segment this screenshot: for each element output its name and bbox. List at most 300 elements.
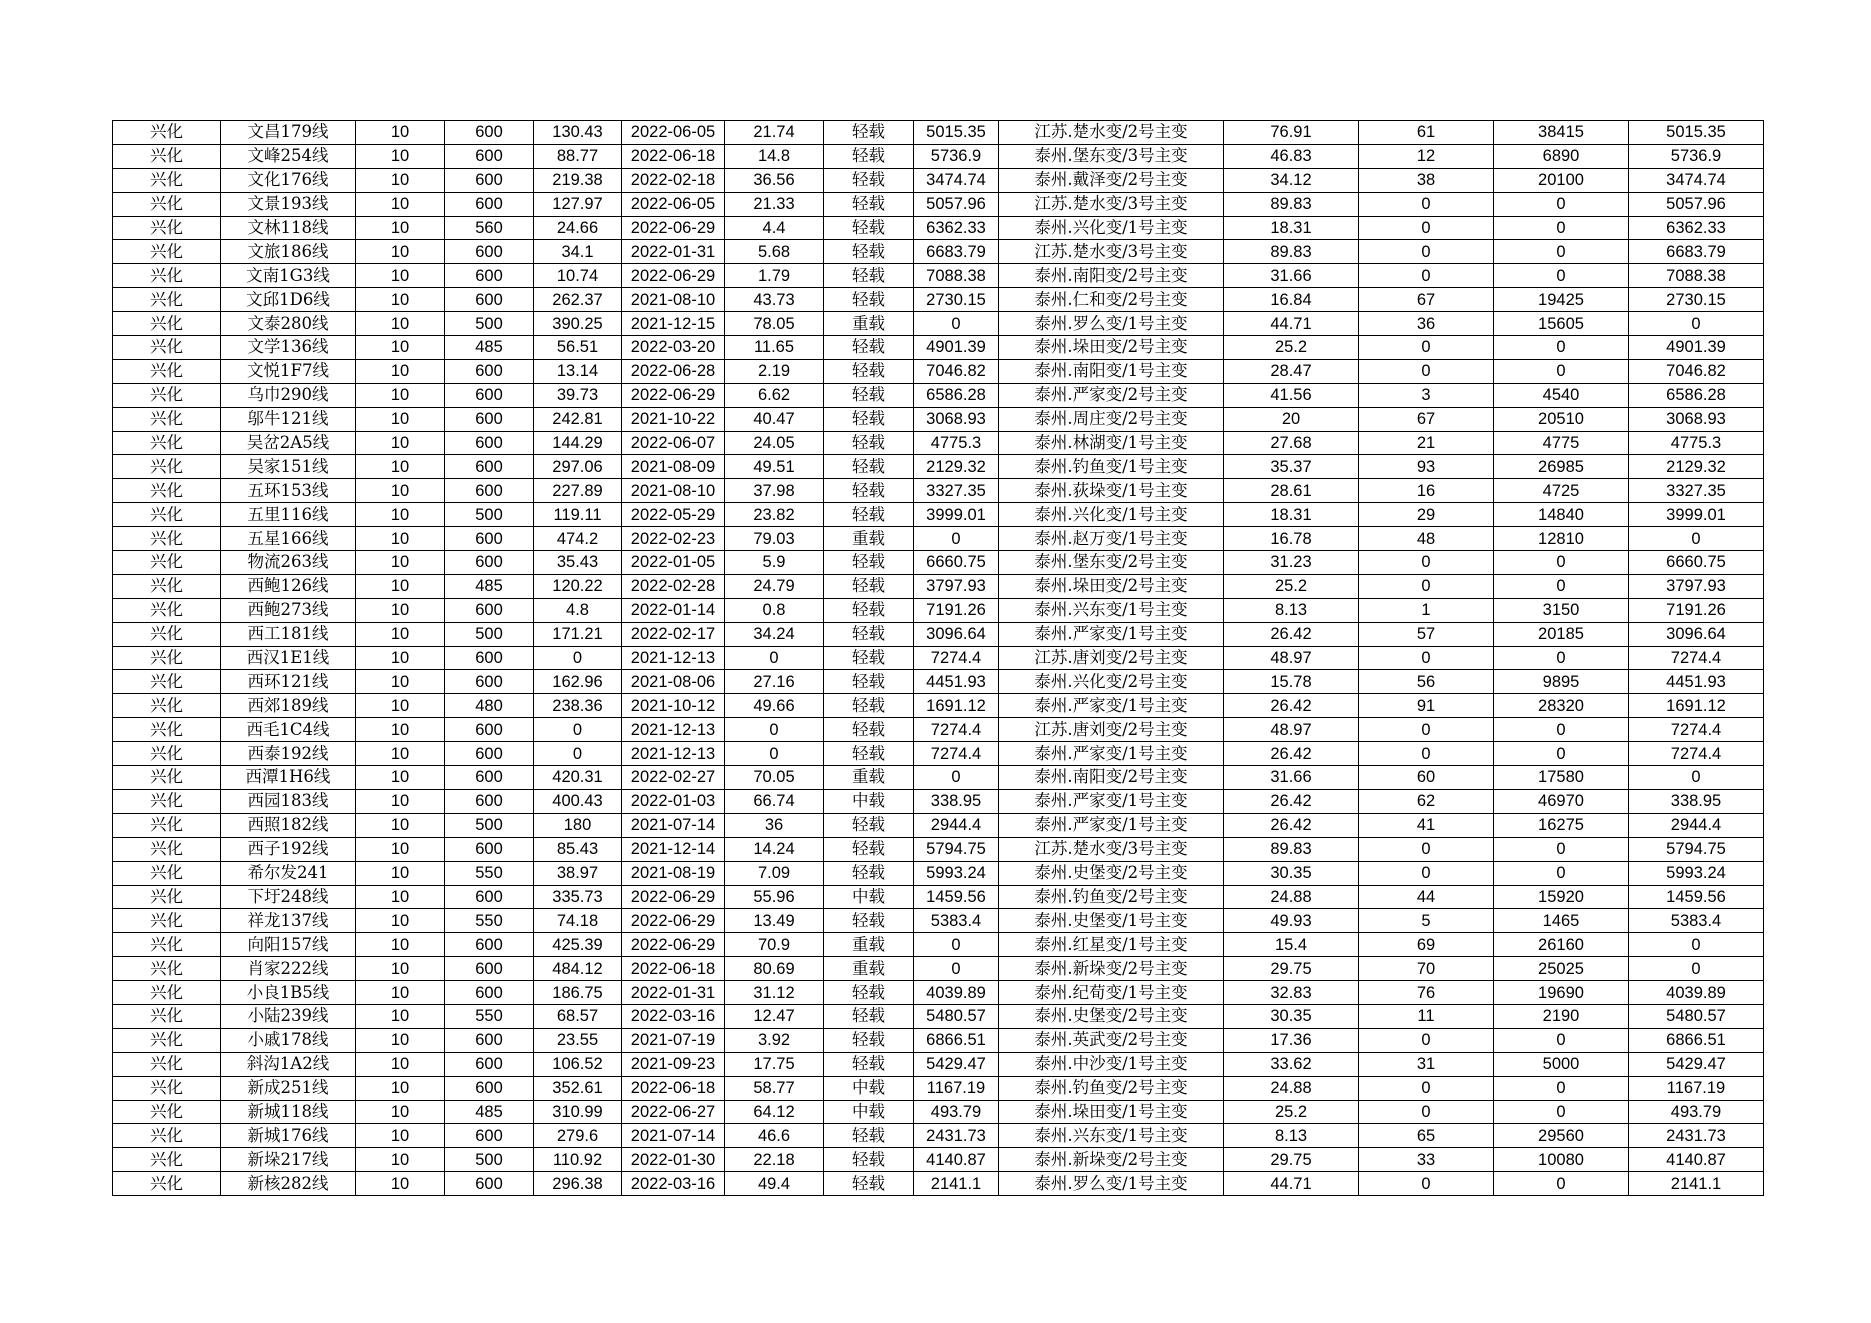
transformer-load-rate-cell: 31.66 xyxy=(1224,766,1359,790)
main-transformer-cell: 泰州.钓鱼变/2号主变 xyxy=(999,885,1224,909)
line-name-cell: 新城176线 xyxy=(221,1124,356,1148)
load-status-cell: 轻载 xyxy=(824,168,914,192)
voltage-cell: 10 xyxy=(356,527,445,551)
date-cell: 2021-07-19 xyxy=(622,1028,725,1052)
load-status-cell: 轻载 xyxy=(824,121,914,145)
voltage-cell: 10 xyxy=(356,646,445,670)
region-cell: 兴化 xyxy=(113,766,221,790)
region-cell: 兴化 xyxy=(113,646,221,670)
line-name-cell: 西潭1H6线 xyxy=(221,766,356,790)
voltage-cell: 10 xyxy=(356,121,445,145)
line-name-cell: 西照182线 xyxy=(221,813,356,837)
transformer-load-rate-cell: 44.71 xyxy=(1224,312,1359,336)
installed-capacity-cell: 0 xyxy=(1494,742,1629,766)
count-cell: 65 xyxy=(1359,1124,1494,1148)
capacity-cell: 480 xyxy=(445,694,534,718)
available-capacity-cell: 4901.39 xyxy=(914,336,999,360)
count-cell: 3 xyxy=(1359,383,1494,407)
region-cell: 兴化 xyxy=(113,503,221,527)
capacity-cell: 485 xyxy=(445,336,534,360)
count-cell: 0 xyxy=(1359,646,1494,670)
remaining-capacity-cell: 5057.96 xyxy=(1629,192,1764,216)
load-status-cell: 中载 xyxy=(824,1100,914,1124)
table-row xyxy=(113,885,1764,909)
date-cell: 2022-01-30 xyxy=(622,1148,725,1172)
table-row xyxy=(113,957,1764,981)
load-cell: 24.66 xyxy=(534,216,622,240)
main-transformer-cell: 泰州.中沙变/1号主变 xyxy=(999,1052,1224,1076)
transformer-load-rate-cell: 26.42 xyxy=(1224,622,1359,646)
remaining-capacity-cell: 4775.3 xyxy=(1629,431,1764,455)
remaining-capacity-cell: 5383.4 xyxy=(1629,909,1764,933)
table-row xyxy=(113,192,1764,216)
voltage-cell: 10 xyxy=(356,192,445,216)
load-cell: 297.06 xyxy=(534,455,622,479)
main-transformer-cell: 泰州.新垛变/2号主变 xyxy=(999,957,1224,981)
date-cell: 2022-06-29 xyxy=(622,216,725,240)
date-cell: 2022-06-29 xyxy=(622,885,725,909)
load-status-cell: 轻载 xyxy=(824,694,914,718)
date-cell: 2022-01-14 xyxy=(622,598,725,622)
main-transformer-cell: 江苏.唐刘变/2号主变 xyxy=(999,718,1224,742)
count-cell: 31 xyxy=(1359,1052,1494,1076)
transformer-load-rate-cell: 32.83 xyxy=(1224,981,1359,1005)
available-capacity-cell: 2129.32 xyxy=(914,455,999,479)
available-capacity-cell: 6660.75 xyxy=(914,551,999,575)
line-name-cell: 新垛217线 xyxy=(221,1148,356,1172)
count-cell: 60 xyxy=(1359,766,1494,790)
date-cell: 2021-08-10 xyxy=(622,479,725,503)
region-cell: 兴化 xyxy=(113,144,221,168)
remaining-capacity-cell: 1691.12 xyxy=(1629,694,1764,718)
date-cell: 2021-08-10 xyxy=(622,288,725,312)
load-rate-cell: 70.05 xyxy=(725,766,824,790)
transformer-load-rate-cell: 27.68 xyxy=(1224,431,1359,455)
load-cell: 186.75 xyxy=(534,981,622,1005)
remaining-capacity-cell: 2944.4 xyxy=(1629,813,1764,837)
main-transformer-cell: 江苏.楚水变/3号主变 xyxy=(999,192,1224,216)
transformer-load-rate-cell: 26.42 xyxy=(1224,742,1359,766)
voltage-cell: 10 xyxy=(356,1004,445,1028)
load-cell: 144.29 xyxy=(534,431,622,455)
load-cell: 425.39 xyxy=(534,933,622,957)
available-capacity-cell: 5383.4 xyxy=(914,909,999,933)
region-cell: 兴化 xyxy=(113,789,221,813)
line-name-cell: 西环121线 xyxy=(221,670,356,694)
load-status-cell: 轻载 xyxy=(824,407,914,431)
available-capacity-cell: 2431.73 xyxy=(914,1124,999,1148)
available-capacity-cell: 5736.9 xyxy=(914,144,999,168)
line-name-cell: 文峰254线 xyxy=(221,144,356,168)
data-table xyxy=(112,120,1764,1196)
count-cell: 67 xyxy=(1359,288,1494,312)
installed-capacity-cell: 19425 xyxy=(1494,288,1629,312)
voltage-cell: 10 xyxy=(356,359,445,383)
installed-capacity-cell: 12810 xyxy=(1494,527,1629,551)
region-cell: 兴化 xyxy=(113,622,221,646)
available-capacity-cell: 0 xyxy=(914,527,999,551)
load-cell: 420.31 xyxy=(534,766,622,790)
table-body xyxy=(113,121,1764,1196)
available-capacity-cell: 3999.01 xyxy=(914,503,999,527)
region-cell: 兴化 xyxy=(113,1004,221,1028)
table-row xyxy=(113,766,1764,790)
region-cell: 兴化 xyxy=(113,933,221,957)
main-transformer-cell: 泰州.南阳变/1号主变 xyxy=(999,359,1224,383)
available-capacity-cell: 3068.93 xyxy=(914,407,999,431)
capacity-cell: 600 xyxy=(445,957,534,981)
transformer-load-rate-cell: 16.78 xyxy=(1224,527,1359,551)
voltage-cell: 10 xyxy=(356,1052,445,1076)
date-cell: 2022-06-18 xyxy=(622,1076,725,1100)
voltage-cell: 10 xyxy=(356,431,445,455)
available-capacity-cell: 3474.74 xyxy=(914,168,999,192)
remaining-capacity-cell: 4140.87 xyxy=(1629,1148,1764,1172)
date-cell: 2022-03-16 xyxy=(622,1172,725,1196)
load-status-cell: 轻载 xyxy=(824,1148,914,1172)
load-rate-cell: 21.74 xyxy=(725,121,824,145)
voltage-cell: 10 xyxy=(356,933,445,957)
main-transformer-cell: 泰州.严家变/1号主变 xyxy=(999,742,1224,766)
load-rate-cell: 3.92 xyxy=(725,1028,824,1052)
table-row xyxy=(113,909,1764,933)
available-capacity-cell: 5794.75 xyxy=(914,837,999,861)
load-status-cell: 轻载 xyxy=(824,240,914,264)
capacity-cell: 485 xyxy=(445,1100,534,1124)
voltage-cell: 10 xyxy=(356,168,445,192)
table-row xyxy=(113,1124,1764,1148)
count-cell: 91 xyxy=(1359,694,1494,718)
table-row xyxy=(113,1100,1764,1124)
remaining-capacity-cell: 2730.15 xyxy=(1629,288,1764,312)
available-capacity-cell: 2141.1 xyxy=(914,1172,999,1196)
transformer-load-rate-cell: 17.36 xyxy=(1224,1028,1359,1052)
voltage-cell: 10 xyxy=(356,1124,445,1148)
main-transformer-cell: 泰州.红星变/1号主变 xyxy=(999,933,1224,957)
load-cell: 484.12 xyxy=(534,957,622,981)
date-cell: 2021-08-09 xyxy=(622,455,725,479)
load-status-cell: 重载 xyxy=(824,766,914,790)
line-name-cell: 西鲍126线 xyxy=(221,574,356,598)
line-name-cell: 文林118线 xyxy=(221,216,356,240)
available-capacity-cell: 7088.38 xyxy=(914,264,999,288)
voltage-cell: 10 xyxy=(356,670,445,694)
line-name-cell: 乌巾290线 xyxy=(221,383,356,407)
remaining-capacity-cell: 7274.4 xyxy=(1629,646,1764,670)
voltage-cell: 10 xyxy=(356,766,445,790)
load-cell: 13.14 xyxy=(534,359,622,383)
load-status-cell: 轻载 xyxy=(824,503,914,527)
table-row xyxy=(113,813,1764,837)
count-cell: 0 xyxy=(1359,742,1494,766)
region-cell: 兴化 xyxy=(113,312,221,336)
date-cell: 2021-12-13 xyxy=(622,718,725,742)
table-row xyxy=(113,312,1764,336)
remaining-capacity-cell: 1167.19 xyxy=(1629,1076,1764,1100)
region-cell: 兴化 xyxy=(113,837,221,861)
capacity-cell: 500 xyxy=(445,1148,534,1172)
installed-capacity-cell: 5000 xyxy=(1494,1052,1629,1076)
region-cell: 兴化 xyxy=(113,1172,221,1196)
installed-capacity-cell: 4540 xyxy=(1494,383,1629,407)
voltage-cell: 10 xyxy=(356,407,445,431)
main-transformer-cell: 泰州.严家变/1号主变 xyxy=(999,789,1224,813)
available-capacity-cell: 6683.79 xyxy=(914,240,999,264)
transformer-load-rate-cell: 49.93 xyxy=(1224,909,1359,933)
available-capacity-cell: 6362.33 xyxy=(914,216,999,240)
line-name-cell: 五星166线 xyxy=(221,527,356,551)
capacity-cell: 600 xyxy=(445,240,534,264)
main-transformer-cell: 泰州.南阳变/2号主变 xyxy=(999,264,1224,288)
count-cell: 61 xyxy=(1359,121,1494,145)
load-rate-cell: 31.12 xyxy=(725,981,824,1005)
available-capacity-cell: 0 xyxy=(914,766,999,790)
load-cell: 106.52 xyxy=(534,1052,622,1076)
line-name-cell: 向阳157线 xyxy=(221,933,356,957)
load-status-cell: 轻载 xyxy=(824,574,914,598)
remaining-capacity-cell: 338.95 xyxy=(1629,789,1764,813)
count-cell: 0 xyxy=(1359,264,1494,288)
date-cell: 2022-06-27 xyxy=(622,1100,725,1124)
table-row xyxy=(113,407,1764,431)
table-row xyxy=(113,789,1764,813)
table-row xyxy=(113,861,1764,885)
line-name-cell: 文旅186线 xyxy=(221,240,356,264)
line-name-cell: 吴家151线 xyxy=(221,455,356,479)
count-cell: 57 xyxy=(1359,622,1494,646)
load-cell: 0 xyxy=(534,742,622,766)
date-cell: 2021-10-12 xyxy=(622,694,725,718)
date-cell: 2022-02-23 xyxy=(622,527,725,551)
transformer-load-rate-cell: 33.62 xyxy=(1224,1052,1359,1076)
load-status-cell: 轻载 xyxy=(824,336,914,360)
load-rate-cell: 7.09 xyxy=(725,861,824,885)
load-status-cell: 重载 xyxy=(824,933,914,957)
capacity-cell: 600 xyxy=(445,407,534,431)
load-status-cell: 重载 xyxy=(824,527,914,551)
line-name-cell: 文学136线 xyxy=(221,336,356,360)
available-capacity-cell: 2730.15 xyxy=(914,288,999,312)
transformer-load-rate-cell: 15.78 xyxy=(1224,670,1359,694)
voltage-cell: 10 xyxy=(356,813,445,837)
count-cell: 16 xyxy=(1359,479,1494,503)
remaining-capacity-cell: 4451.93 xyxy=(1629,670,1764,694)
load-rate-cell: 80.69 xyxy=(725,957,824,981)
available-capacity-cell: 0 xyxy=(914,312,999,336)
count-cell: 0 xyxy=(1359,551,1494,575)
region-cell: 兴化 xyxy=(113,192,221,216)
load-cell: 296.38 xyxy=(534,1172,622,1196)
main-transformer-cell: 泰州.钓鱼变/1号主变 xyxy=(999,455,1224,479)
date-cell: 2022-06-05 xyxy=(622,121,725,145)
load-rate-cell: 0.8 xyxy=(725,598,824,622)
load-status-cell: 轻载 xyxy=(824,455,914,479)
load-cell: 310.99 xyxy=(534,1100,622,1124)
load-rate-cell: 1.79 xyxy=(725,264,824,288)
load-status-cell: 轻载 xyxy=(824,359,914,383)
capacity-cell: 600 xyxy=(445,933,534,957)
installed-capacity-cell: 0 xyxy=(1494,646,1629,670)
capacity-cell: 600 xyxy=(445,288,534,312)
installed-capacity-cell: 26160 xyxy=(1494,933,1629,957)
capacity-cell: 500 xyxy=(445,312,534,336)
region-cell: 兴化 xyxy=(113,813,221,837)
load-status-cell: 轻载 xyxy=(824,479,914,503)
main-transformer-cell: 泰州.罗么变/1号主变 xyxy=(999,312,1224,336)
region-cell: 兴化 xyxy=(113,957,221,981)
remaining-capacity-cell: 493.79 xyxy=(1629,1100,1764,1124)
main-transformer-cell: 泰州.堡东变/2号主变 xyxy=(999,551,1224,575)
count-cell: 1 xyxy=(1359,598,1494,622)
line-name-cell: 小良1B5线 xyxy=(221,981,356,1005)
load-rate-cell: 46.6 xyxy=(725,1124,824,1148)
main-transformer-cell: 泰州.堡东变/3号主变 xyxy=(999,144,1224,168)
table-row xyxy=(113,598,1764,622)
load-status-cell: 重载 xyxy=(824,957,914,981)
region-cell: 兴化 xyxy=(113,981,221,1005)
region-cell: 兴化 xyxy=(113,168,221,192)
main-transformer-cell: 泰州.兴化变/1号主变 xyxy=(999,216,1224,240)
line-name-cell: 祥龙137线 xyxy=(221,909,356,933)
installed-capacity-cell: 15605 xyxy=(1494,312,1629,336)
date-cell: 2021-12-14 xyxy=(622,837,725,861)
region-cell: 兴化 xyxy=(113,216,221,240)
line-name-cell: 下圩248线 xyxy=(221,885,356,909)
table-row xyxy=(113,742,1764,766)
capacity-cell: 600 xyxy=(445,718,534,742)
capacity-cell: 600 xyxy=(445,551,534,575)
load-status-cell: 中载 xyxy=(824,789,914,813)
installed-capacity-cell: 16275 xyxy=(1494,813,1629,837)
count-cell: 70 xyxy=(1359,957,1494,981)
load-rate-cell: 49.4 xyxy=(725,1172,824,1196)
capacity-cell: 550 xyxy=(445,909,534,933)
capacity-cell: 600 xyxy=(445,789,534,813)
capacity-cell: 600 xyxy=(445,1076,534,1100)
main-transformer-cell: 泰州.荻垛变/1号主变 xyxy=(999,479,1224,503)
installed-capacity-cell: 0 xyxy=(1494,1100,1629,1124)
main-transformer-cell: 泰州.南阳变/2号主变 xyxy=(999,766,1224,790)
load-cell: 130.43 xyxy=(534,121,622,145)
table-row xyxy=(113,359,1764,383)
installed-capacity-cell: 0 xyxy=(1494,359,1629,383)
table-row xyxy=(113,718,1764,742)
date-cell: 2022-06-29 xyxy=(622,264,725,288)
line-name-cell: 西子192线 xyxy=(221,837,356,861)
load-cell: 23.55 xyxy=(534,1028,622,1052)
installed-capacity-cell: 0 xyxy=(1494,1172,1629,1196)
load-cell: 110.92 xyxy=(534,1148,622,1172)
voltage-cell: 10 xyxy=(356,718,445,742)
capacity-cell: 600 xyxy=(445,1172,534,1196)
capacity-cell: 600 xyxy=(445,742,534,766)
load-cell: 474.2 xyxy=(534,527,622,551)
date-cell: 2021-12-13 xyxy=(622,646,725,670)
transformer-load-rate-cell: 24.88 xyxy=(1224,1076,1359,1100)
load-rate-cell: 0 xyxy=(725,646,824,670)
load-rate-cell: 79.03 xyxy=(725,527,824,551)
capacity-cell: 600 xyxy=(445,766,534,790)
available-capacity-cell: 7274.4 xyxy=(914,718,999,742)
available-capacity-cell: 1691.12 xyxy=(914,694,999,718)
available-capacity-cell: 3327.35 xyxy=(914,479,999,503)
date-cell: 2021-10-22 xyxy=(622,407,725,431)
date-cell: 2022-01-31 xyxy=(622,981,725,1005)
voltage-cell: 10 xyxy=(356,264,445,288)
transformer-load-rate-cell: 48.97 xyxy=(1224,646,1359,670)
available-capacity-cell: 5480.57 xyxy=(914,1004,999,1028)
count-cell: 0 xyxy=(1359,861,1494,885)
count-cell: 0 xyxy=(1359,1172,1494,1196)
voltage-cell: 10 xyxy=(356,336,445,360)
load-cell: 56.51 xyxy=(534,336,622,360)
main-transformer-cell: 江苏.唐刘变/2号主变 xyxy=(999,646,1224,670)
date-cell: 2022-06-07 xyxy=(622,431,725,455)
line-name-cell: 文昌179线 xyxy=(221,121,356,145)
region-cell: 兴化 xyxy=(113,1148,221,1172)
capacity-cell: 600 xyxy=(445,527,534,551)
load-cell: 35.43 xyxy=(534,551,622,575)
load-status-cell: 重载 xyxy=(824,312,914,336)
transformer-load-rate-cell: 31.66 xyxy=(1224,264,1359,288)
load-cell: 74.18 xyxy=(534,909,622,933)
table-row xyxy=(113,1004,1764,1028)
remaining-capacity-cell: 2431.73 xyxy=(1629,1124,1764,1148)
capacity-cell: 550 xyxy=(445,861,534,885)
remaining-capacity-cell: 6683.79 xyxy=(1629,240,1764,264)
line-name-cell: 吴岔2A5线 xyxy=(221,431,356,455)
count-cell: 41 xyxy=(1359,813,1494,837)
region-cell: 兴化 xyxy=(113,527,221,551)
table-row xyxy=(113,694,1764,718)
load-cell: 68.57 xyxy=(534,1004,622,1028)
available-capacity-cell: 4451.93 xyxy=(914,670,999,694)
main-transformer-cell: 泰州.垛田变/2号主变 xyxy=(999,336,1224,360)
region-cell: 兴化 xyxy=(113,1124,221,1148)
count-cell: 0 xyxy=(1359,336,1494,360)
table-row xyxy=(113,574,1764,598)
installed-capacity-cell: 0 xyxy=(1494,574,1629,598)
remaining-capacity-cell: 3096.64 xyxy=(1629,622,1764,646)
load-rate-cell: 5.68 xyxy=(725,240,824,264)
transformer-load-rate-cell: 26.42 xyxy=(1224,789,1359,813)
region-cell: 兴化 xyxy=(113,909,221,933)
table-row xyxy=(113,1148,1764,1172)
available-capacity-cell: 5015.35 xyxy=(914,121,999,145)
available-capacity-cell: 4140.87 xyxy=(914,1148,999,1172)
region-cell: 兴化 xyxy=(113,455,221,479)
region-cell: 兴化 xyxy=(113,383,221,407)
capacity-cell: 600 xyxy=(445,670,534,694)
region-cell: 兴化 xyxy=(113,121,221,145)
table-row xyxy=(113,503,1764,527)
capacity-cell: 600 xyxy=(445,1028,534,1052)
table-row xyxy=(113,121,1764,145)
line-name-cell: 文景193线 xyxy=(221,192,356,216)
load-cell: 39.73 xyxy=(534,383,622,407)
load-status-cell: 轻载 xyxy=(824,646,914,670)
region-cell: 兴化 xyxy=(113,240,221,264)
capacity-cell: 600 xyxy=(445,192,534,216)
available-capacity-cell: 3096.64 xyxy=(914,622,999,646)
region-cell: 兴化 xyxy=(113,598,221,622)
table-row xyxy=(113,455,1764,479)
installed-capacity-cell: 0 xyxy=(1494,192,1629,216)
count-cell: 0 xyxy=(1359,1076,1494,1100)
date-cell: 2021-12-15 xyxy=(622,312,725,336)
load-cell: 119.11 xyxy=(534,503,622,527)
load-cell: 262.37 xyxy=(534,288,622,312)
